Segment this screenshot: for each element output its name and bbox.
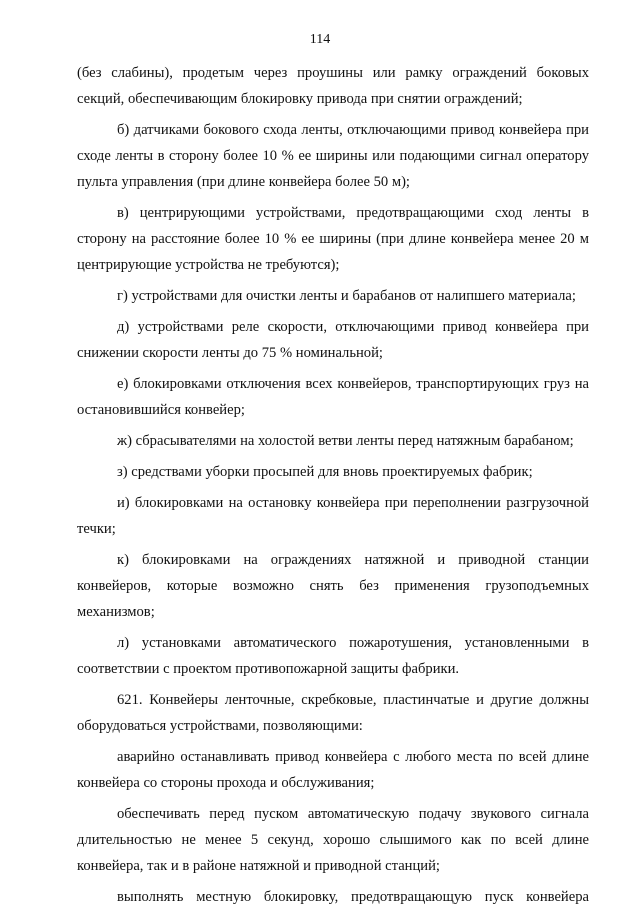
paragraph-continuation: (без слабины), продетым через проушины или рамку ограждений боковых секций, обеспечивающим блокировку привода при снятии ограждений; <box>77 65 589 107</box>
page-number: 114 <box>309 32 331 47</box>
document-body <box>77 60 589 915</box>
list-item-b: б) датчиками бокового схода ленты, отключающими привод конвейера при сходе ленты в сторону более 10 % ее ширины или подающими сигнал оператору пульта управления (при длине конвейера более 50 м); <box>77 122 589 190</box>
list-item-g: г) устройствами для очистки ленты и барабанов от налипшего материала; <box>117 288 576 304</box>
list-item-v: в) центрирующими устройствами, предотвращающими сход ленты в сторону на расстояние более 10 % ее ширины (при длине конвейера менее 20 м центрирующие устройства не требуются); <box>77 205 589 273</box>
requirement-local-lock: выполнять местную блокировку, предотвращающую пуск конвейера <box>117 889 589 905</box>
section-621: 621. Конвейеры ленточные, скребковые, пластинчатые и другие должны оборудоваться устройствами, позволяющими: <box>77 692 589 734</box>
list-item-k: к) блокировками на ограждениях натяжной и приводной станции конвейеров, которые возможно снять без применения грузоподъемных механизмов; <box>77 552 589 620</box>
list-item-z: з) средствами уборки просыпей для вновь проектируемых фабрик; <box>117 464 533 480</box>
list-item-i: и) блокировками на остановку конвейера при переполнении разгрузочной течки; <box>77 495 589 537</box>
requirement-sound-signal: обеспечивать перед пуском автоматическую подачу звукового сигнала длительностью не менее 5 секунд, хорошо слышимого как по всей длине конвейера, так и в районе натяжной и приводной станций; <box>77 806 589 874</box>
list-item-d: д) устройствами реле скорости, отключающими привод конвейера при снижении скорости ленты до 75 % номинальной; <box>77 319 589 361</box>
list-item-l: л) установками автоматического пожаротушения, установленными в соответствии с проектом противопожарной защиты фабрики. <box>77 635 589 677</box>
list-item-e: е) блокировками отключения всех конвейеров, транспортирующих груз на остановившийся конвейер; <box>77 376 589 418</box>
list-item-zh: ж) сбрасывателями на холостой ветви ленты перед натяжным барабаном; <box>117 433 574 449</box>
requirement-emergency-stop: аварийно останавливать привод конвейера с любого места по всей длине конвейера со стороны прохода и обслуживания; <box>77 749 589 791</box>
